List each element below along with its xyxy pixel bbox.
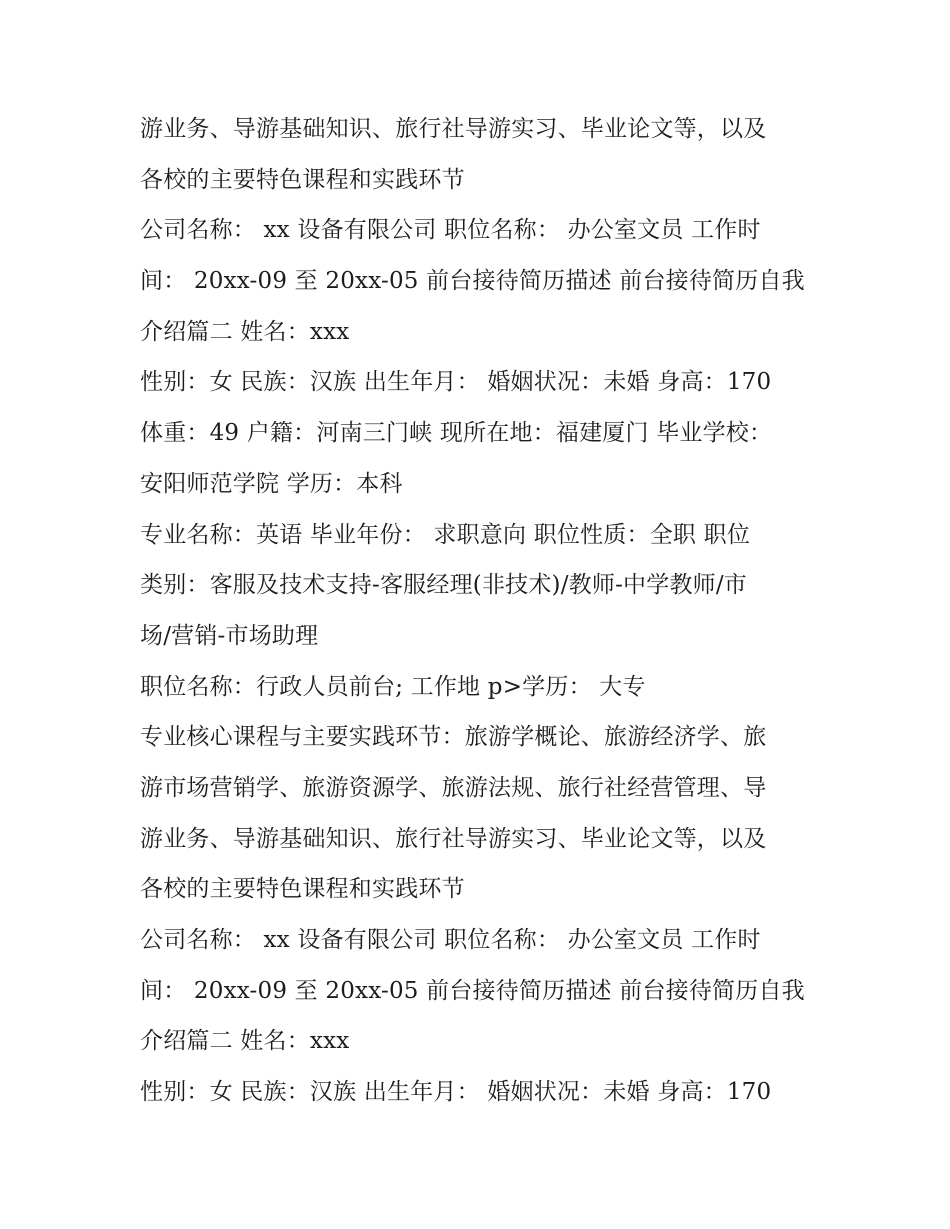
text-line: 介绍篇二 姓名：xxx [140, 1028, 350, 1055]
text-line: 类别：客服及技术支持-客服经理(非技术)/教师-中学教师/市 [140, 572, 747, 599]
text-line: 介绍篇二 姓名：xxx [140, 318, 350, 345]
document-body [140, 104, 830, 1118]
text-line: 性别：女 民族：汉族 出生年月： 婚姻状况：未婚 身高：170 [140, 369, 772, 396]
text-line: 各校的主要特色课程和实践环节 [140, 166, 465, 193]
text-line: 体重：49 户籍：河南三门峡 现所在地：福建厦门 毕业学校： [140, 420, 773, 447]
text-line: 安阳师范学院 学历：本科 [140, 470, 403, 497]
text-line: 专业名称：英语 毕业年份： 求职意向 职位性质：全职 职位 [140, 521, 751, 548]
text-line: 公司名称： xx 设备有限公司 职位名称： 办公室文员 工作时 [140, 927, 761, 953]
text-line: 游市场营销学、旅游资源学、旅游法规、旅行社经营管理、导 [140, 774, 767, 801]
text-line: 职位名称：行政人员前台; 工作地 p>学历： 大专 [140, 673, 646, 700]
text-line: 间： 20xx-09 至 20xx-05 前台接待简历描述 前台接待简历自我 [140, 268, 805, 295]
text-line: 游业务、导游基础知识、旅行社导游实习、毕业论文等，以及 [140, 116, 767, 142]
text-line: 游业务、导游基础知识、旅行社导游实习、毕业论文等，以及 [140, 825, 767, 852]
text-line: 专业核心课程与主要实践环节：旅游学概论、旅游经济学、旅 [140, 724, 767, 751]
text-line: 性别：女 民族：汉族 出生年月： 婚姻状况：未婚 身高：170 [140, 1079, 772, 1106]
text-line: 各校的主要特色课程和实践环节 [140, 876, 465, 903]
text-line: 间： 20xx-09 至 20xx-05 前台接待简历描述 前台接待简历自我 [140, 977, 805, 1004]
text-line: 场/营销-市场助理 [140, 622, 319, 649]
text-line: 公司名称： xx 设备有限公司 职位名称： 办公室文员 工作时 [140, 217, 761, 244]
